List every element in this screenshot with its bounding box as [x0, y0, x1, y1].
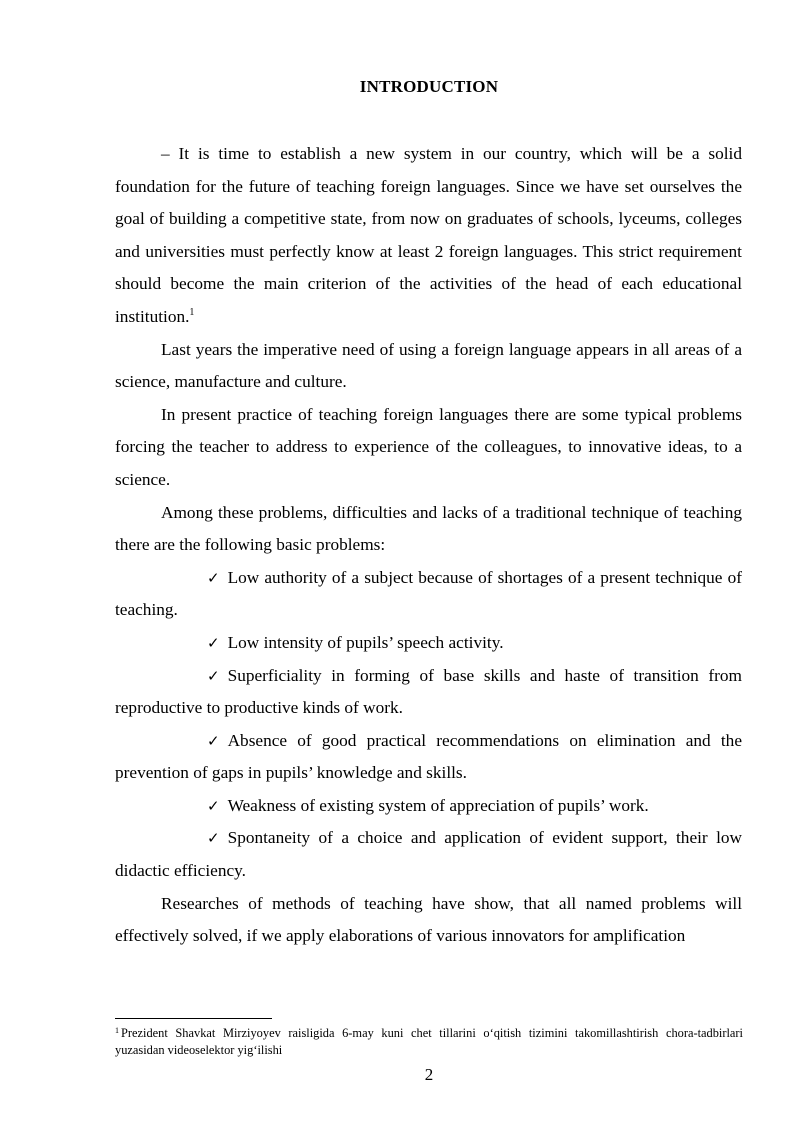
checkmark-icon: ✓	[207, 568, 220, 587]
footnote-text: Prezident Shavkat Mirziyoyev raisligida 6-may kuni chet tillarini oʻqitish tizimini takomillashtirish chora-tadbirlari yuzasidan videoselektor yigʻilishi	[115, 1026, 743, 1057]
footnote	[115, 1022, 743, 1059]
paragraph	[115, 138, 742, 334]
footnote-mark: 1	[115, 1026, 119, 1035]
bullet-item	[115, 562, 742, 627]
paragraph: Researches of methods of teaching have show, that all named problems will effectively solved, if we apply elaborations of various innovators for amplification	[115, 893, 742, 946]
bullet-item	[115, 822, 742, 887]
bullet-item	[115, 725, 742, 790]
bullet-item	[115, 790, 742, 823]
bullet-text: Superficiality in forming of base skills and haste of transition from reproductive to productive kinds of work.	[115, 665, 742, 718]
bullet-text: Weakness of existing system of appreciation of pupils’ work.	[227, 795, 649, 815]
paragraph: Last years the imperative need of using a foreign language appears in all areas of a science, manufacture and culture.	[115, 339, 742, 392]
body-text	[115, 138, 742, 953]
checkmark-icon: ✓	[207, 633, 220, 652]
bullet-text: Low authority of a subject because of shortages of a present technique of teaching.	[115, 567, 742, 620]
bullet-text: Spontaneity of a choice and application of evident support, their low didactic efficiency.	[115, 828, 742, 881]
bullet-text: Absence of good practical recommendations on elimination and the prevention of gaps in pupils’ knowledge and skills.	[115, 730, 742, 783]
paragraph-text: – It is time to establish a new system in our country, which will be a solid foundation for the future of teaching foreign languages. Since we have set ourselves the goal of building a competitive state, from now on graduates of schools, lyceums, colleges and universities must perfectly know at least 2 foreign languages. This strict requirement should become the main criterion of the activities of the head of each educational institution.	[115, 144, 742, 326]
checkmark-icon: ✓	[207, 829, 220, 848]
bullet-item	[115, 627, 742, 660]
page-title: INTRODUCTION	[359, 77, 499, 96]
footnote-reference: 1	[189, 306, 195, 318]
paragraph: Among these problems, difficulties and lacks of a traditional technique of teaching there are the following basic problems:	[115, 502, 742, 555]
checkmark-icon: ✓	[207, 666, 220, 685]
page-number: 2	[424, 1065, 434, 1084]
bullet-text: Low intensity of pupils’ speech activity.	[227, 632, 504, 652]
footnote-divider	[115, 1018, 272, 1019]
checkmark-icon: ✓	[207, 731, 220, 750]
paragraph: In present practice of teaching foreign languages there are some typical problems forcing the teacher to address to experience of the colleagues, to innovative ideas, to a science.	[115, 404, 742, 489]
bullet-item	[115, 660, 742, 725]
checkmark-icon: ✓	[207, 796, 220, 815]
